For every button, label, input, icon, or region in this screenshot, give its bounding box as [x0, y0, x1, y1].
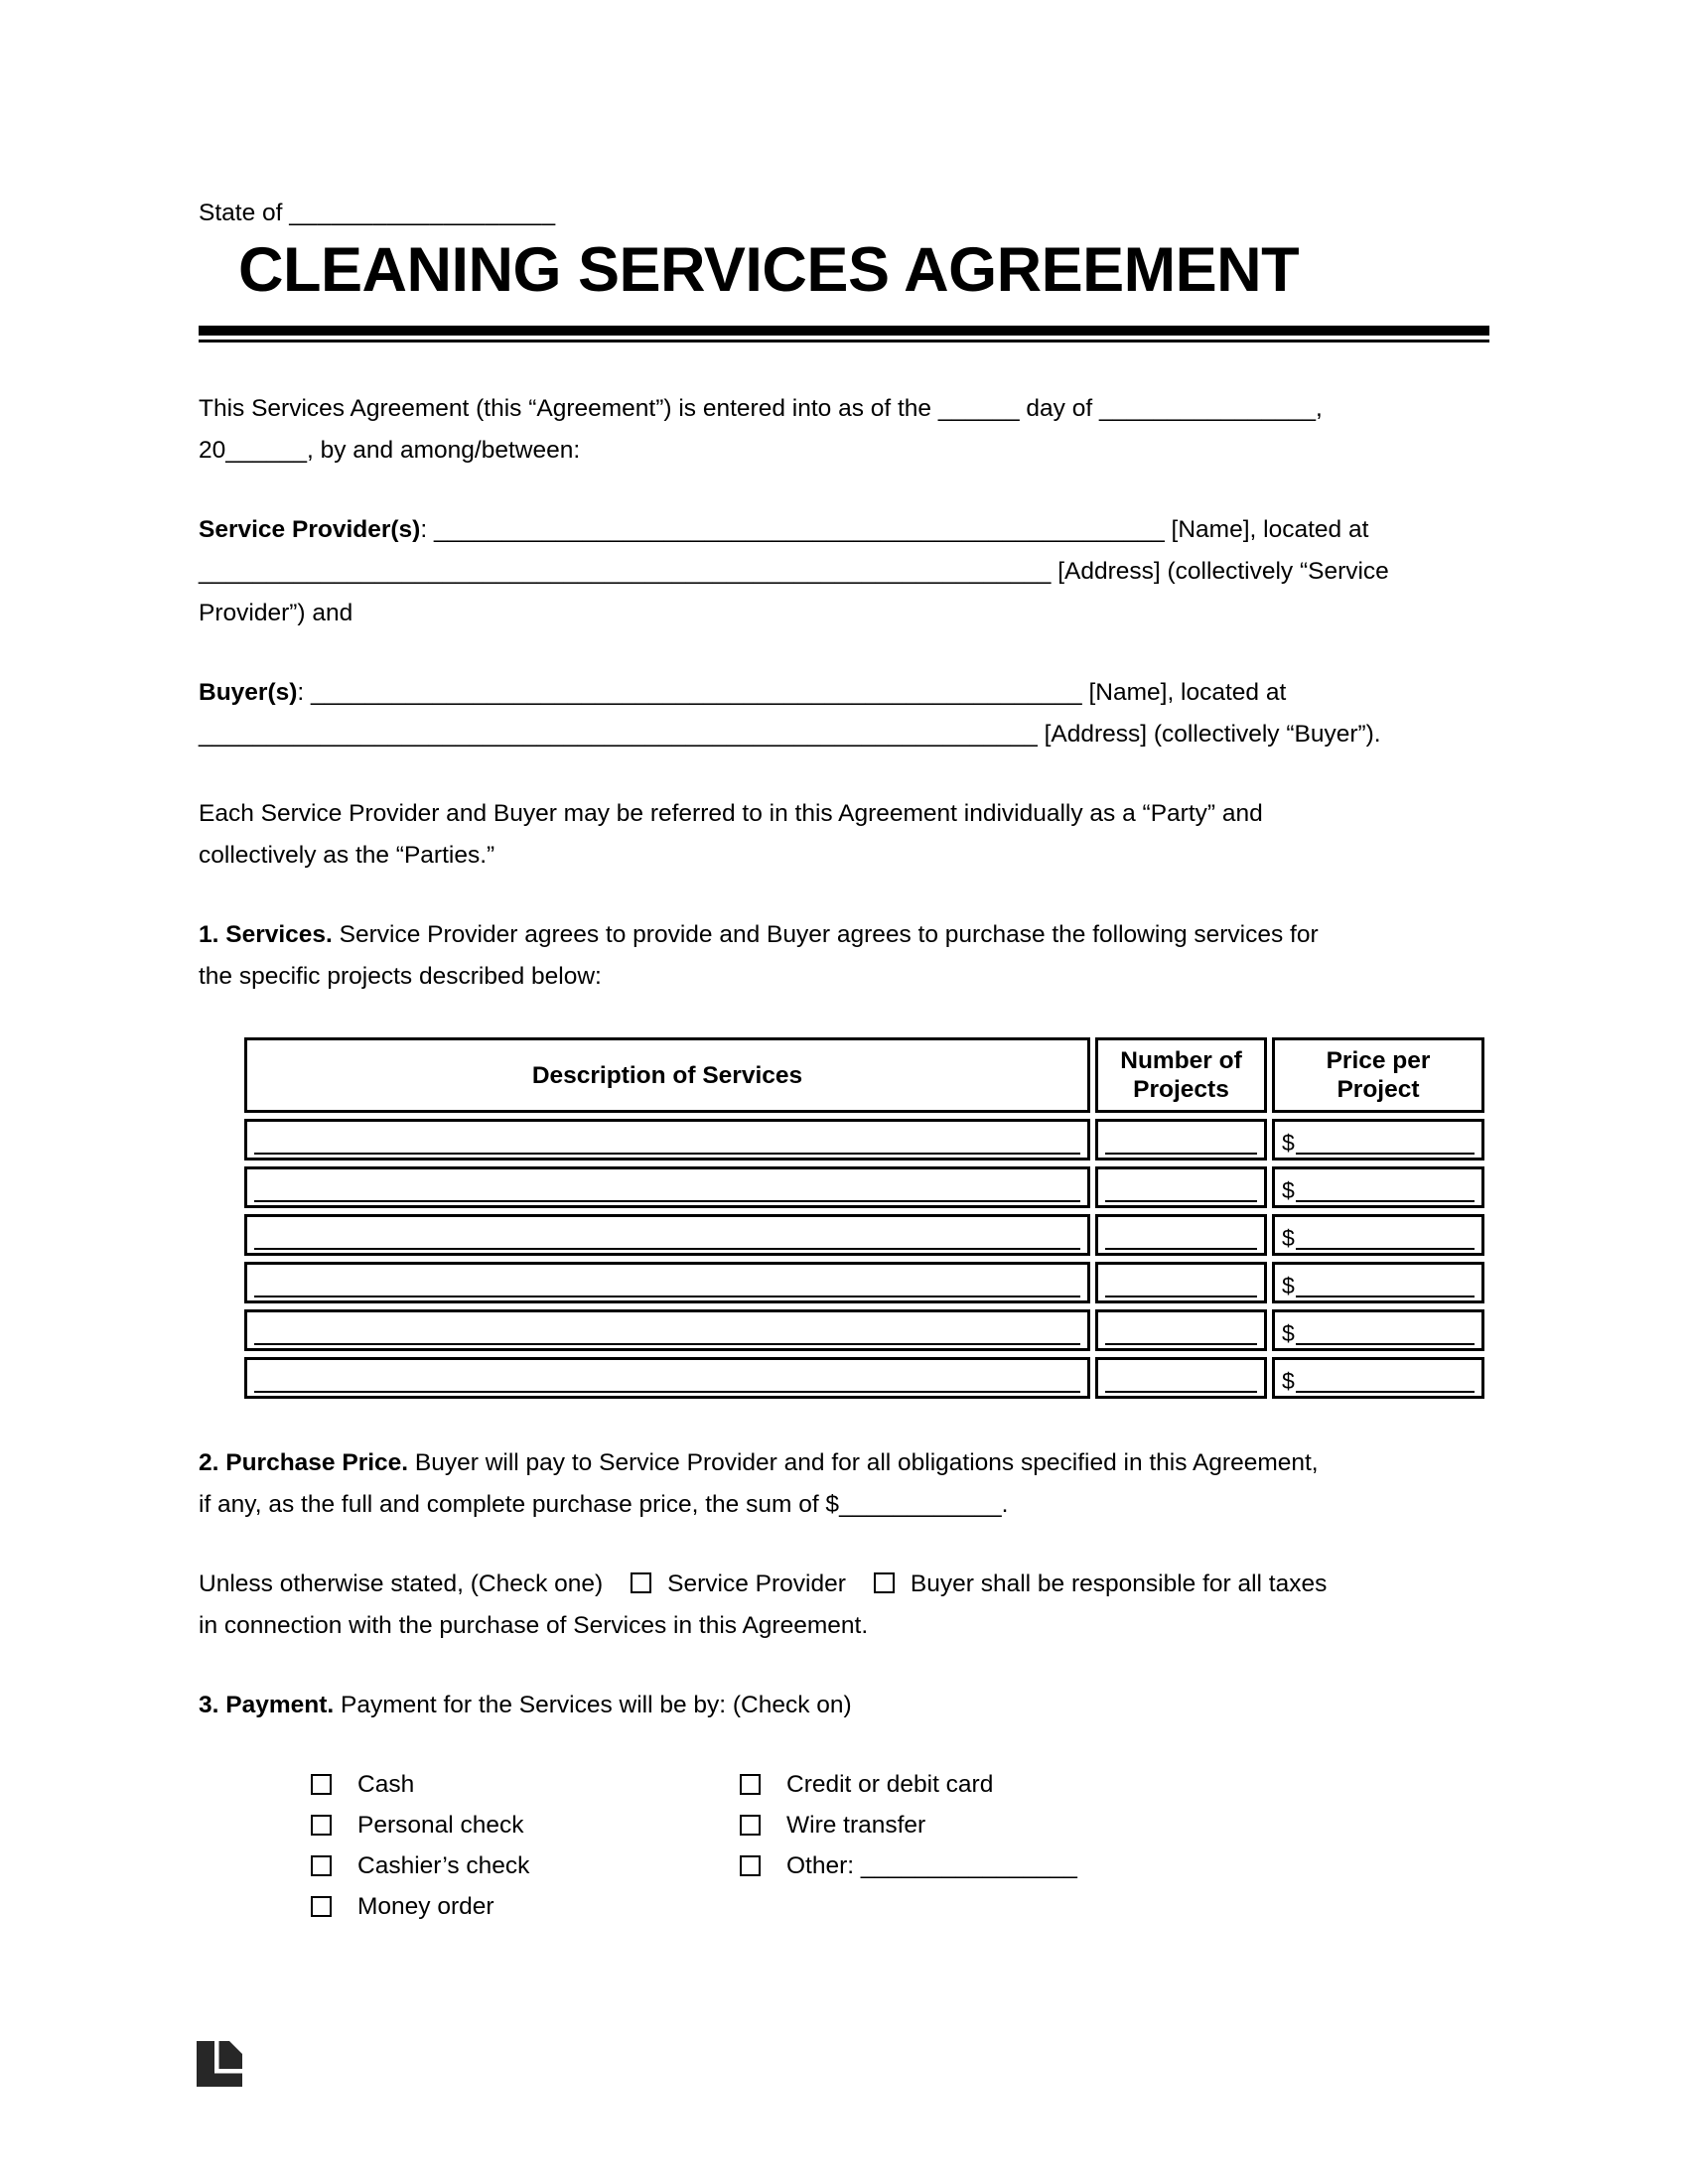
table-header-description: Description of Services — [244, 1037, 1090, 1113]
payment-method-options — [311, 1764, 1489, 1927]
personal-check-checkbox[interactable] — [311, 1815, 332, 1836]
blank-line — [1105, 1153, 1257, 1155]
option-personal-check: Personal check — [311, 1805, 740, 1845]
money-order-checkbox[interactable] — [311, 1896, 332, 1917]
service-provider-line-1 — [199, 509, 1489, 551]
service-provider-label: Service Provider(s) — [199, 516, 421, 543]
state-of-label: State of — [199, 200, 283, 226]
dollar-sign: $ — [1282, 1177, 1295, 1203]
table-row-2-price-blank[interactable] — [1272, 1166, 1484, 1208]
table-row-6-number-blank[interactable] — [1095, 1357, 1267, 1399]
section-2-line-2[interactable]: if any, as the full and complete purchase price, the sum of $____________. — [199, 1491, 1009, 1518]
option-other — [740, 1845, 1077, 1886]
table-row-2-number-blank[interactable] — [1095, 1166, 1267, 1208]
table-row-6-description-blank[interactable] — [244, 1357, 1090, 1399]
wire-transfer-checkbox[interactable] — [740, 1815, 761, 1836]
buyer-paragraph — [199, 672, 1489, 755]
blank-line — [254, 1391, 1080, 1393]
table-header-number-of-projects: Number of Projects — [1095, 1037, 1267, 1113]
blank-line — [254, 1153, 1080, 1155]
tax-clause-line-1: Unless otherwise stated, (Check one) Service Provider Buyer shall be responsible for all taxes — [199, 1570, 1328, 1597]
other-label-with-blank[interactable]: Other: ________________ — [786, 1851, 1077, 1879]
services-table — [244, 1037, 1484, 1399]
dollar-sign: $ — [1282, 1368, 1295, 1394]
service-provider-name-blank[interactable]: : ______________________________________________________ [Name], located at — [420, 516, 1369, 543]
blank-line — [1105, 1391, 1257, 1393]
option-cash: Cash — [311, 1764, 740, 1805]
intro-line-2: 20______, by and among/between: — [199, 437, 581, 464]
parties-clause-line-2: collectively as the “Parties.” — [199, 842, 495, 869]
parties-clause-paragraph — [199, 793, 1489, 877]
blank-line — [1105, 1343, 1257, 1345]
page-title: CLEANING SERVICES AGREEMENT — [238, 235, 1300, 305]
tax-option-service-provider: Service Provider — [667, 1570, 846, 1597]
table-row-5-number-blank[interactable] — [1095, 1309, 1267, 1351]
section-3-label: 3. Payment. — [199, 1692, 335, 1718]
table-row-3-price-blank[interactable] — [1272, 1214, 1484, 1256]
blank-line — [1296, 1200, 1475, 1202]
payment-options-left-column — [311, 1764, 740, 1927]
intro-paragraph — [199, 388, 1489, 472]
blank-line — [254, 1343, 1080, 1345]
blank-line — [1105, 1296, 1257, 1297]
service-provider-paragraph — [199, 509, 1489, 634]
buyer-line-1 — [199, 672, 1489, 714]
option-cashiers-check: Cashier’s check — [311, 1845, 740, 1886]
table-row-5-description-blank[interactable] — [244, 1309, 1090, 1351]
blank-line — [1105, 1248, 1257, 1250]
table-row-3-number-blank[interactable] — [1095, 1214, 1267, 1256]
section-2-line-1: 2. Purchase Price. Buyer will pay to Service Provider and for all obligations specified in this Agreement, — [199, 1449, 1319, 1476]
cashiers-check-checkbox[interactable] — [311, 1855, 332, 1876]
option-credit-or-debit-card: Credit or debit card — [740, 1764, 1077, 1805]
title-rule — [199, 326, 1489, 342]
service-provider-line-2[interactable]: _______________________________________________________________ [Address] (collectively “Service — [199, 558, 1389, 585]
intro-line-1: This Services Agreement (this “Agreement”) is entered into as of the ______ day of ________________, — [199, 395, 1323, 422]
buyer-line-2[interactable]: ______________________________________________________________ [Address] (collectively “Buyer”). — [199, 721, 1381, 748]
blank-line — [254, 1296, 1080, 1297]
legal-templates-logo-icon — [197, 2041, 242, 2087]
section-1-line-1: 1. Services. Service Provider agrees to provide and Buyer agrees to purchase the following services for — [199, 921, 1319, 948]
section-1-line-2: the specific projects described below: — [199, 963, 602, 990]
dollar-sign: $ — [1282, 1130, 1295, 1156]
table-row-4-price-blank[interactable] — [1272, 1262, 1484, 1303]
section-2-purchase-price — [199, 1442, 1489, 1526]
dollar-sign: $ — [1282, 1273, 1295, 1298]
service-provider-line-3: Provider”) and — [199, 600, 353, 626]
buyer-tax-checkbox[interactable] — [874, 1572, 895, 1593]
blank-line — [1105, 1200, 1257, 1202]
state-of-line — [199, 197, 1489, 230]
credit-debit-checkbox[interactable] — [740, 1774, 761, 1795]
section-3-payment — [199, 1685, 1489, 1726]
blank-line — [1296, 1343, 1475, 1345]
table-row-1-price-blank[interactable] — [1272, 1119, 1484, 1160]
table-row-4-number-blank[interactable] — [1095, 1262, 1267, 1303]
tax-option-buyer: Buyer shall be responsible for all taxes — [910, 1570, 1328, 1597]
blank-line — [254, 1200, 1080, 1202]
table-row-6-price-blank[interactable] — [1272, 1357, 1484, 1399]
section-1-label: 1. Services. — [199, 921, 333, 948]
blank-line — [1296, 1153, 1475, 1155]
option-money-order: Money order — [311, 1886, 740, 1927]
state-blank-line[interactable]: ___________________ — [289, 200, 556, 226]
tax-clause-line-2: in connection with the purchase of Services in this Agreement. — [199, 1612, 869, 1639]
parties-clause-line-1: Each Service Provider and Buyer may be referred to in this Agreement individually as a “Party” and — [199, 800, 1263, 827]
tax-responsibility-clause — [199, 1564, 1489, 1647]
buyer-label: Buyer(s) — [199, 679, 298, 706]
option-wire-transfer: Wire transfer — [740, 1805, 1077, 1845]
section-2-label: 2. Purchase Price. — [199, 1449, 409, 1476]
payment-options-right-column — [740, 1764, 1077, 1927]
dollar-sign: $ — [1282, 1225, 1295, 1251]
blank-line — [1296, 1296, 1475, 1297]
table-row-2-description-blank[interactable] — [244, 1166, 1090, 1208]
service-provider-tax-checkbox[interactable] — [631, 1572, 651, 1593]
table-row-3-description-blank[interactable] — [244, 1214, 1090, 1256]
section-1-services — [199, 914, 1489, 998]
section-3-line-1: 3. Payment. Payment for the Services will be by: (Check on) — [199, 1692, 852, 1718]
dollar-sign: $ — [1282, 1320, 1295, 1346]
other-checkbox[interactable] — [740, 1855, 761, 1876]
table-row-1-number-blank[interactable] — [1095, 1119, 1267, 1160]
cash-checkbox[interactable] — [311, 1774, 332, 1795]
table-row-4-description-blank[interactable] — [244, 1262, 1090, 1303]
table-row-1-description-blank[interactable] — [244, 1119, 1090, 1160]
blank-line — [1296, 1391, 1475, 1393]
table-row-5-price-blank[interactable] — [1272, 1309, 1484, 1351]
buyer-name-blank[interactable]: : _________________________________________________________ [Name], located at — [297, 679, 1287, 706]
blank-line — [254, 1248, 1080, 1250]
document-body — [199, 388, 1489, 1927]
table-header-price-per-project: Price per Project — [1272, 1037, 1484, 1113]
blank-line — [1296, 1248, 1475, 1250]
